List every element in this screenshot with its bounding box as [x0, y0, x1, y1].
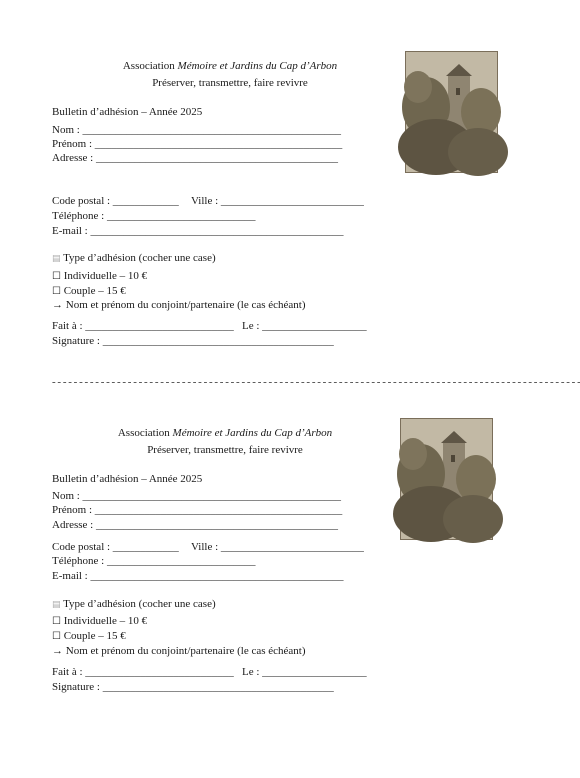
checkbox-icon[interactable]: ☐: [52, 631, 61, 642]
conjoint-note: → Nom et prénom du conjoint/partenaire (le cas échéant): [52, 645, 306, 657]
telephone-field[interactable]: Téléphone : ___________________________: [52, 210, 256, 222]
prenom-field[interactable]: Prénom : _____________________________________________: [52, 504, 343, 516]
association-title: Association Mémoire et Jardins du Cap d’Arbon: [122, 60, 338, 72]
conjoint-note: → Nom et prénom du conjoint/partenaire (le cas échéant): [52, 299, 306, 311]
signature-field[interactable]: Signature : __________________________________________: [52, 335, 334, 347]
prenom-field[interactable]: Prénom : _____________________________________________: [52, 138, 343, 150]
option-individuelle[interactable]: ☐ Individuelle – 10 €: [52, 615, 148, 627]
cut-line-separator: - - - - - - - - - - - - - - - - - - - - - - - - - - - - - - - - - - - - - - - - - - - - - - - - - - - - - - - - - - - - - - - - - - - - - - - - - - - - - - - - - - - - - - - - - - - - - - - - - -: [52, 376, 580, 388]
adresse-field[interactable]: Adresse : ____________________________________________: [52, 152, 338, 164]
code-postal-field[interactable]: Code postal : ____________: [52, 541, 179, 553]
tower-garden-engraving: [405, 51, 498, 173]
option-individuelle[interactable]: ☐ Individuelle – 10 €: [52, 270, 148, 282]
ville-field[interactable]: Ville : __________________________: [191, 195, 364, 207]
fait-a-field[interactable]: Fait à : ___________________________: [52, 666, 234, 678]
ville-field[interactable]: Ville : __________________________: [191, 541, 364, 553]
option-couple[interactable]: ☐ Couple – 15 €: [52, 630, 126, 642]
date-field[interactable]: Le : ___________________: [242, 320, 367, 332]
tower-garden-engraving: [400, 418, 493, 540]
nom-field[interactable]: Nom : _______________________________________________: [52, 124, 342, 136]
bulletin-title: Bulletin d’adhésion – Année 2025: [52, 473, 203, 485]
code-postal-field[interactable]: Code postal : ____________: [52, 195, 179, 207]
date-field[interactable]: Le : ___________________: [242, 666, 367, 678]
checkbox-icon[interactable]: ☐: [52, 286, 61, 297]
bulletin-title: Bulletin d’adhésion – Année 2025: [52, 106, 203, 118]
email-field[interactable]: E-mail : ______________________________________________: [52, 570, 344, 582]
arrow-icon: →: [52, 645, 63, 657]
checkbox-icon[interactable]: ☐: [52, 616, 61, 627]
association-title: Association Mémoire et Jardins du Cap d’Arbon: [117, 427, 333, 439]
arrow-icon: →: [52, 299, 63, 311]
email-field[interactable]: E-mail : ______________________________________________: [52, 225, 344, 237]
fait-a-field[interactable]: Fait à : ___________________________: [52, 320, 234, 332]
adresse-field[interactable]: Adresse : ____________________________________________: [52, 519, 338, 531]
telephone-field[interactable]: Téléphone : ___________________________: [52, 555, 256, 567]
option-couple[interactable]: ☐ Couple – 15 €: [52, 285, 126, 297]
document-icon: ▤: [52, 600, 61, 610]
nom-field[interactable]: Nom : _______________________________________________: [52, 490, 342, 502]
document-icon: ▤: [52, 254, 61, 264]
tagline: Préserver, transmettre, faire revivre: [147, 444, 303, 456]
checkbox-icon[interactable]: ☐: [52, 271, 61, 282]
type-heading: ▤ Type d’adhésion (cocher une case): [52, 252, 216, 264]
tagline: Préserver, transmettre, faire revivre: [152, 77, 308, 89]
type-heading: ▤ Type d’adhésion (cocher une case): [52, 598, 216, 610]
signature-field[interactable]: Signature : __________________________________________: [52, 681, 334, 693]
